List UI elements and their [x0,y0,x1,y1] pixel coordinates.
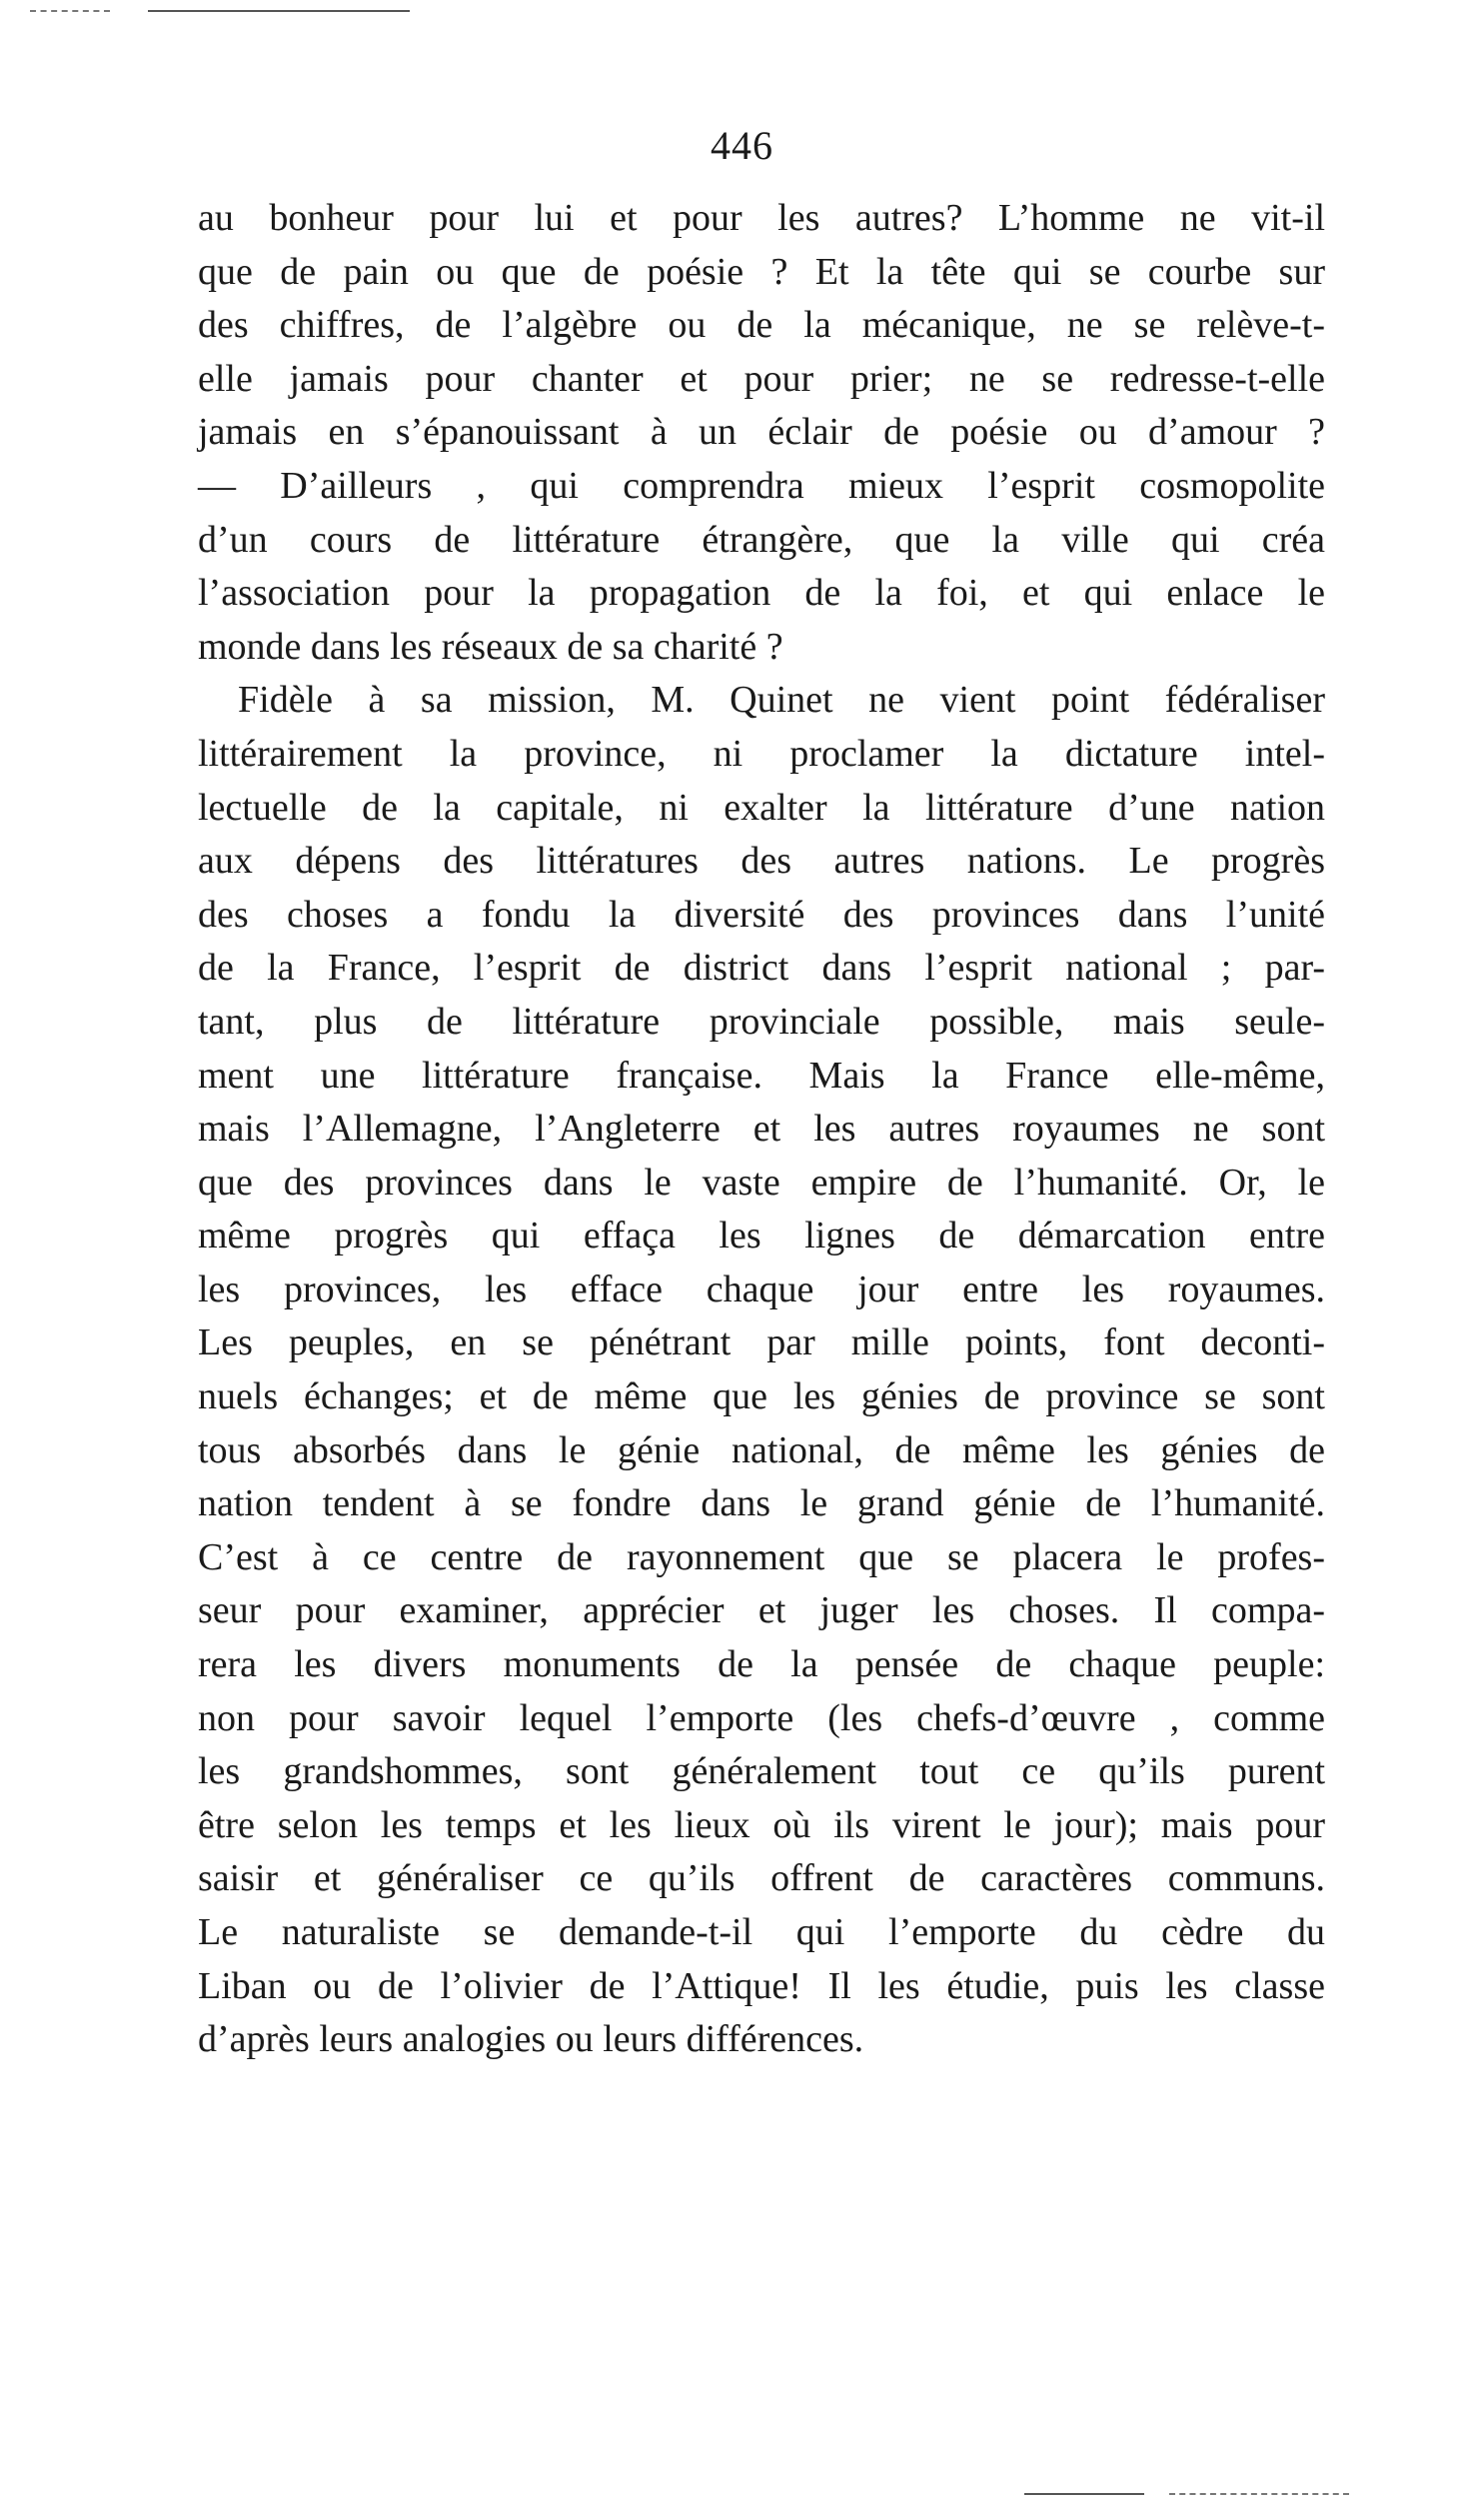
text-line: — D’ailleurs , qui comprendra mieux l’esprit cosmopolite [198,464,1325,507]
text-line: elle jamais pour chanter et pour prier; ne se redresse-t-elle [198,357,1325,400]
text-line: nuels échanges; et de même que les génies de province se sont [198,1375,1325,1418]
top-scan-rule-dashed [30,10,110,12]
text-line: des chiffres, de l’algèbre ou de la mécanique, ne se relève-t- [198,304,1325,347]
text-line: seur pour examiner, apprécier et juger les choses. Il compa- [198,1589,1325,1632]
text-line: des choses a fondu la diversité des provinces dans l’unité [198,893,1325,936]
text-line: de la France, l’esprit de district dans l’esprit national ; par- [198,947,1325,990]
paragraph-last-line: d’après leurs analogies ou leurs différences. [198,2018,864,2061]
text-line: Les peuples, en se pénétrant par mille points, font deconti- [198,1321,1325,1364]
text-line: l’association pour la propagation de la foi, et qui enlace le [198,572,1325,615]
body-text [198,192,1325,2067]
paragraph-first-line: Fidèle à sa mission, M. Quinet ne vient point fédéraliser [238,679,1325,722]
text-line: même progrès qui effaça les lignes de démarcation entre [198,1215,1325,1258]
text-line: C’est à ce centre de rayonnement que se placera le profes- [198,1535,1325,1578]
text-line: d’un cours de littérature étrangère, que la ville qui créa [198,518,1325,561]
text-line: ment une littérature française. Mais la France elle-même, [198,1054,1325,1097]
text-line: rera les divers monuments de la pensée de chaque peuple: [198,1643,1325,1686]
text-line: lectuelle de la capitale, ni exalter la littérature d’une nation [198,786,1325,829]
text-line: mais l’Allemagne, l’Angleterre et les autres royaumes ne sont [198,1108,1325,1151]
text-line: non pour savoir lequel l’emporte (les chefs-d’œuvre , comme [198,1696,1325,1739]
text-line: tous absorbés dans le génie national, de même les génies de [198,1428,1325,1471]
paragraph-last-line: monde dans les réseaux de sa charité ? [198,625,783,668]
text-line: au bonheur pour lui et pour les autres? L’homme ne vit-il [198,197,1325,239]
text-line: les provinces, les efface chaque jour entre les royaumes. [198,1267,1325,1310]
text-line: aux dépens des littératures des autres nations. Le progrès [198,840,1325,883]
text-line: saisir et généraliser ce qu’ils offrent de caractères communs. [198,1857,1325,1900]
text-line: que de pain ou que de poésie ? Et la tête qui se courbe sur [198,250,1325,293]
page-number: 446 [711,123,773,168]
text-line: tant, plus de littérature provinciale possible, mais seule- [198,1000,1325,1043]
text-line: que des provinces dans le vaste empire de l’humanité. Or, le [198,1161,1325,1204]
text-line: Liban ou de l’olivier de l’Attique! Il les étudie, puis les classe [198,1964,1325,2007]
text-line: littérairement la province, ni proclamer la dictature intel- [198,732,1325,775]
text-line: les grandshommes, sont généralement tout ce qu’ils purent [198,1750,1325,1793]
text-line: être selon les temps et les lieux où ils virent le jour); mais pour [198,1803,1325,1846]
top-scan-rule [148,10,410,12]
bottom-scan-rule-dashed [1169,2493,1349,2495]
bottom-scan-rule [1024,2493,1144,2495]
text-line: Le naturaliste se demande-t-il qui l’emporte du cèdre du [198,1911,1325,1953]
text-line: nation tendent à se fondre dans le grand génie de l’humanité. [198,1482,1325,1525]
text-line: jamais en s’épanouissant à un éclair de poésie ou d’amour ? [198,411,1325,454]
